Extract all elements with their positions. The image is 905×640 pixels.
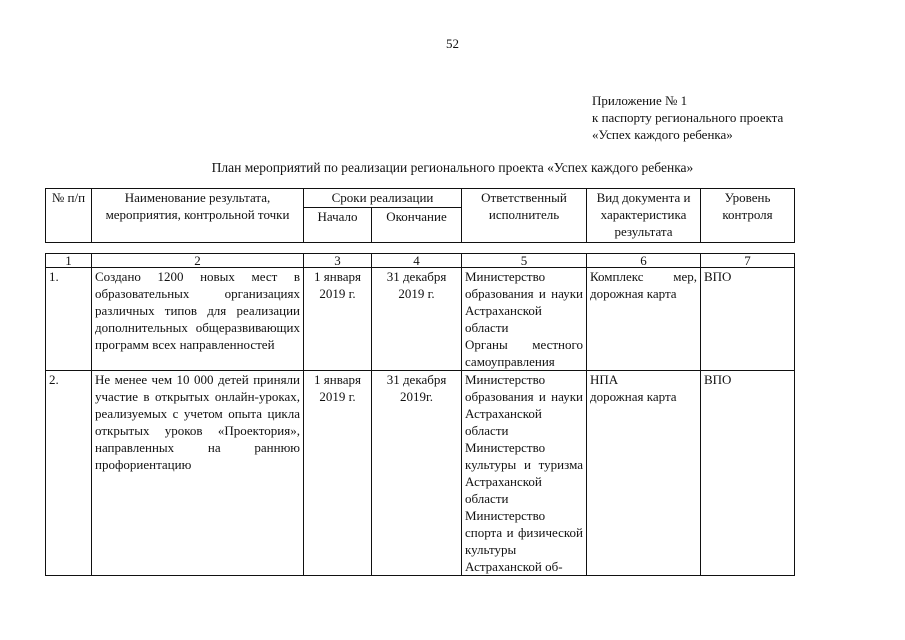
row-executors [462,268,587,371]
column-number: 1 [46,254,92,268]
header-control: Уровень контроля [701,189,795,243]
document-type: НПА [590,372,619,387]
executor: Министерство культуры и туризма Астраханской области [465,440,583,506]
page-number: 52 [446,36,459,51]
executor: Министерство спорта и физической культуры Астраханской об- [465,508,583,574]
header-start: Начало [304,208,372,243]
row-control: ВПО [701,371,795,576]
plan-title: План мероприятий по реализации регионального проекта «Успех каждого ребенка» [211,160,694,175]
table-gap [46,243,795,254]
row-start: 1 января 2019 г. [304,268,372,371]
header-executor: Ответственный исполнитель [462,189,587,243]
plan-table [45,188,795,576]
column-number: 7 [701,254,795,268]
table-row [46,371,795,576]
document-type: дорожная карта [590,389,677,404]
appendix-line-3: «Успех каждого ребенка» [592,127,733,142]
column-number: 6 [587,254,701,268]
executor: Органы местного самоуправления [465,337,583,369]
row-name: Не менее чем 10 000 детей приняли участие в открытых онлайн-уроках, реализуемых с учетом опыта цикла открытых уроков «Проектория», направленных на раннюю профориентацию [92,371,304,576]
row-document [587,371,701,576]
row-document: Комплекс мер, дорожная карта [587,268,701,371]
row-executors [462,371,587,576]
header-name: Наименование результата, мероприятия, контрольной точки [92,189,304,243]
header-dates: Сроки реализации [304,189,462,208]
appendix-line-2: к паспорту регионального проекта [592,110,784,125]
row-start: 1 января 2019 г. [304,371,372,576]
column-number: 4 [372,254,462,268]
row-number: 1. [46,268,92,371]
row-number: 2. [46,371,92,576]
column-number: 3 [304,254,372,268]
header-end: Окончание [372,208,462,243]
column-number: 2 [92,254,304,268]
header-number: № п/п [46,189,92,243]
table-row [46,268,795,371]
row-end: 31 декабря 2019г. [372,371,462,576]
appendix-block [592,92,783,143]
executor: Министерство образования и науки Астраханской области [465,269,583,335]
row-name: Создано 1200 новых мест в образовательных организациях различных типов для реализации дополнительных общеразвивающих программ всех направленностей [92,268,304,371]
row-control: ВПО [701,268,795,371]
column-number: 5 [462,254,587,268]
executor: Министерство образования и науки Астраханской области [465,372,583,438]
appendix-line-1: Приложение № 1 [592,93,688,108]
header-document: Вид документа и характеристика результата [587,189,701,243]
row-end: 31 декабря 2019 г. [372,268,462,371]
